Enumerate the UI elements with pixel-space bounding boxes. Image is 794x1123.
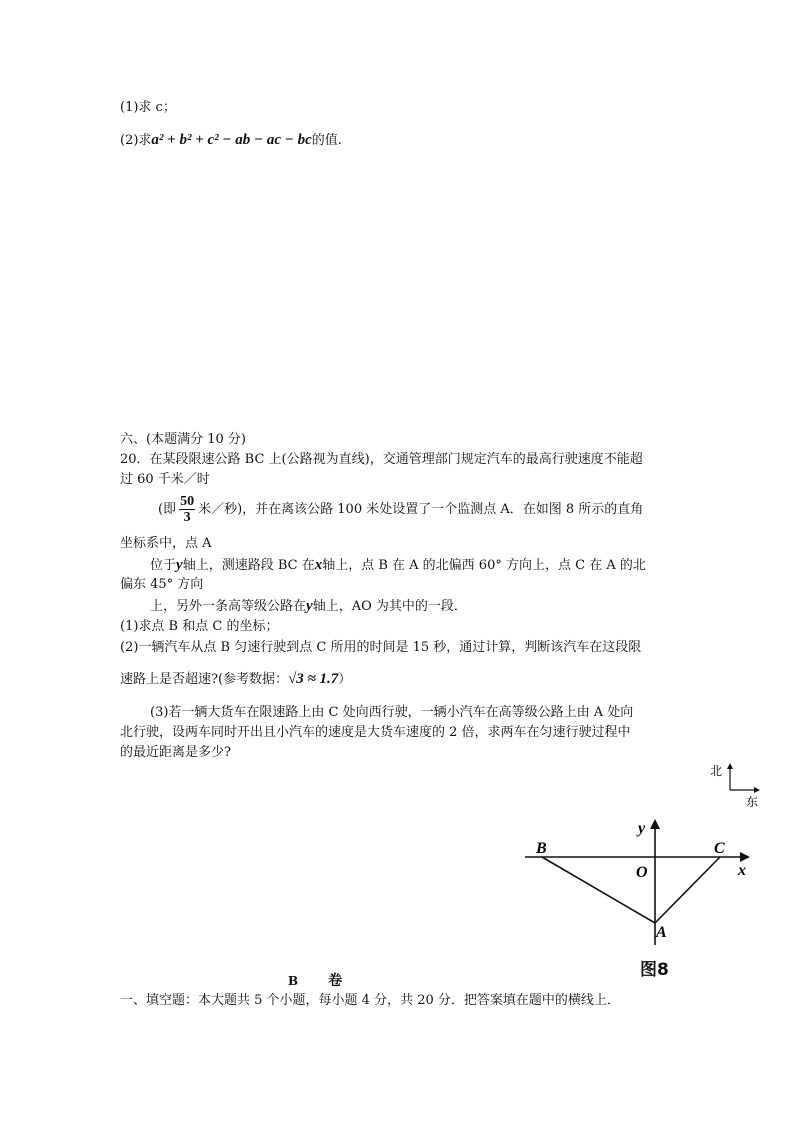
y-axis-symbol: y xyxy=(176,557,183,573)
x-axis-arrowhead xyxy=(740,852,750,862)
problem-20-line1: 20．在某段限速公路 BC 上(公路视为直线)，交通管理部门规定汽车的最高行驶速度不能超 xyxy=(120,452,643,467)
y-axis-label: y xyxy=(638,820,646,837)
compass-icon xyxy=(708,760,768,810)
line5-part-b: 轴上，测速路段 BC 在 xyxy=(182,558,315,573)
fraction-denominator: 3 xyxy=(183,510,191,525)
segment-CA xyxy=(655,857,720,923)
q2-line2-suffix: ） xyxy=(338,672,352,687)
part-b-juan: 卷 xyxy=(328,973,343,989)
subquestion-3-line2: 北行驶，设两车同时开出且小汽车的速度是大货车速度的 2 倍，求两车在匀速行驶过程中 xyxy=(120,725,631,740)
speed-suffix: 米／秒)，并在离该公路 100 米处设置了一个监测点 A．在如图 8 所示的直角 xyxy=(198,502,644,517)
speed-fraction xyxy=(179,494,195,525)
q2-prefix: (2)求 xyxy=(120,133,152,148)
y-axis-arrowhead xyxy=(650,819,660,829)
q2-line2-prefix: 速路上是否超速?(参考数据： xyxy=(120,672,289,687)
problem-20-line4: 坐标系中，点 A xyxy=(120,536,212,551)
line7-part-a: 上，另外一条高等级公路在 xyxy=(150,599,307,614)
question-part-2 xyxy=(120,132,342,149)
y-axis-symbol-2: y xyxy=(306,598,313,614)
north-arrowhead xyxy=(727,763,733,769)
fraction-numerator: 50 xyxy=(180,494,195,509)
point-A-label: A xyxy=(656,924,667,941)
subquestion-3-line1: (3)若一辆大货车在限速路上由 C 处向西行驶，一辆小汽车在高等级公路上由 A 处向 xyxy=(150,705,634,720)
origin-O-label: O xyxy=(636,864,648,881)
line5-part-c: 轴上，点 B 在 A 的北偏西 60° 方向上，点 C 在 A 的北 xyxy=(322,558,646,573)
question-part-1: (1)求 c； xyxy=(120,100,176,115)
figure-caption: 图8 xyxy=(640,960,669,980)
part-b-instruction: 一、填空题：本大题共 5 个小题，每小题 4 分，共 20 分．把答案填在题中的横线上． xyxy=(120,993,620,1008)
q2-suffix: 的值. xyxy=(311,133,342,148)
point-B-label: B xyxy=(536,840,547,857)
point-C-label: C xyxy=(714,840,725,857)
speed-line xyxy=(158,494,643,525)
q2-expression: a² + b² + c² − ab − ac − bc xyxy=(151,132,312,148)
line7-part-b: 轴上，AO 为其中的一段． xyxy=(312,599,467,614)
subquestion-3-line3: 的最近距离是多少? xyxy=(120,745,231,760)
section-heading: 六、(本题满分 10 分) xyxy=(120,432,246,447)
subquestion-1: (1)求点 B 和点 C 的坐标； xyxy=(120,619,279,634)
east-arrowhead xyxy=(754,787,760,793)
problem-20-line2: 过 60 千米／时 xyxy=(120,472,210,487)
subquestion-2-line1: (2)一辆汽车从点 B 匀速行驶到点 C 所用的时间是 15 秒，通过计算，判断该汽车在这段限 xyxy=(120,640,642,655)
x-axis-symbol: x xyxy=(314,557,323,573)
problem-20-line5 xyxy=(150,557,646,574)
speed-prefix: (即 xyxy=(158,502,177,517)
problem-20-line6: 偏东 45° 方向 xyxy=(120,577,204,592)
part-b-letter: B xyxy=(288,974,299,988)
subquestion-2-line2 xyxy=(120,671,351,688)
x-axis-label: x xyxy=(738,862,746,879)
problem-20-line7 xyxy=(150,598,467,615)
part-b-title xyxy=(288,973,342,989)
north-label: 北 xyxy=(710,764,723,778)
line5-part-a: 位于 xyxy=(150,558,177,573)
east-label: 东 xyxy=(746,795,759,809)
reference-data: √3 ≈ 1.7 xyxy=(288,671,339,687)
